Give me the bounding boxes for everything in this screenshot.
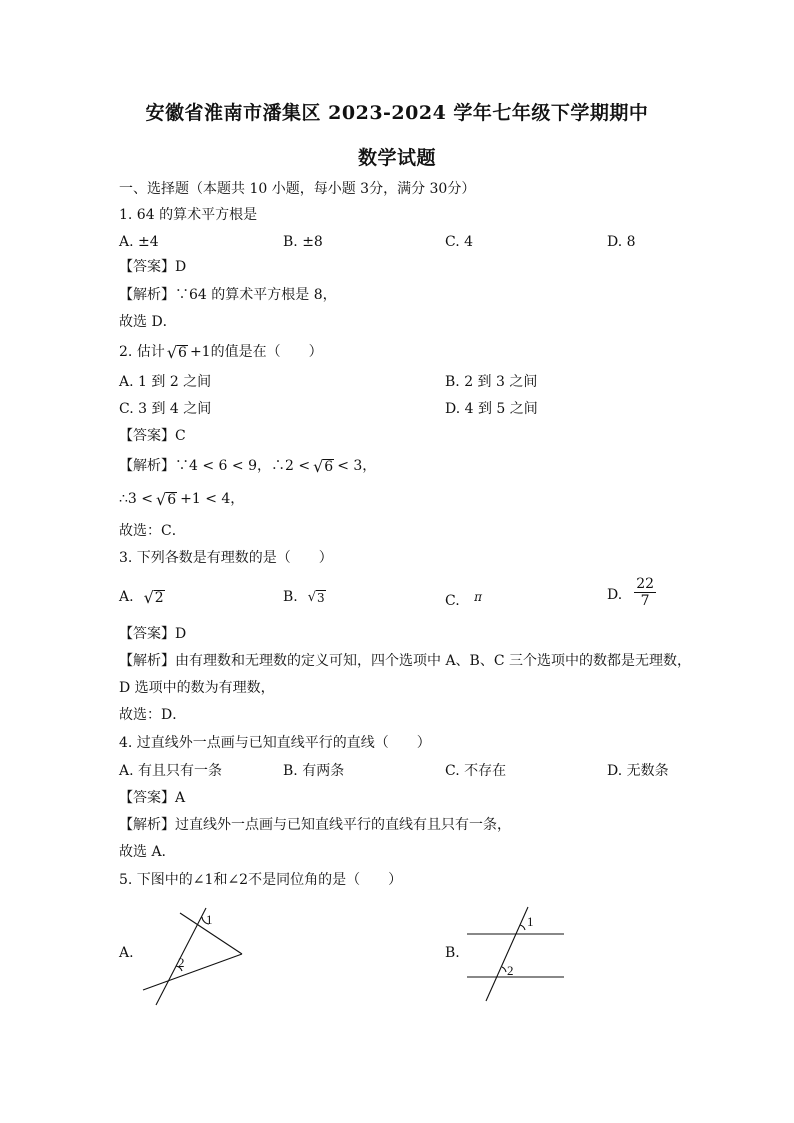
sqrt-symbol: √ 3 xyxy=(307,590,325,605)
q3-analysis-line: D 选项中的数为有理数， xyxy=(119,680,275,696)
angle-label-1: 1 xyxy=(206,912,213,927)
q2-option-a: A. 1 到 2 之间 xyxy=(119,374,212,390)
section-header: 一、选择题（本题共 10 小题，每小题 3分，满分 30分） xyxy=(119,181,476,197)
pi-symbol: π xyxy=(474,590,483,604)
transversal-line xyxy=(486,907,528,1001)
triangle-side xyxy=(143,954,242,990)
q2-analysis-line: 故选：C． xyxy=(119,523,186,539)
q1-analysis-line: 故选 D． xyxy=(119,314,177,330)
q2-option-d: D. 4 到 5 之间 xyxy=(445,401,538,417)
q4-analysis-line: 【解析】过直线外一点画与已知直线平行的直线有且只有一条， xyxy=(119,817,511,833)
sqrt-symbol: √ 6 xyxy=(156,490,177,509)
q3-option-c: C. π xyxy=(445,590,483,609)
q1-option-a: A. ±4 xyxy=(119,234,159,250)
q2-analysis-line: 【解析】∵4 < 6 < 9，∴2 < √ 6 < 3， xyxy=(119,457,377,476)
q2-stem-prefix: 2. 估计 xyxy=(119,344,165,360)
q2-stem xyxy=(119,343,323,361)
q2-option-c: C. 3 到 4 之间 xyxy=(119,401,212,417)
q3-option-d: D. $\frac{22}{7}$ xyxy=(607,576,655,609)
q3-option-b: B. √ 3 xyxy=(283,589,325,605)
q3-analysis-line: 【解析】由有理数和无理数的定义可知，四个选项中 A、B、C 三个选项中的数都是无理数， xyxy=(119,653,692,669)
q3-answer: 【答案】D xyxy=(119,626,187,642)
q4-option-b: B. 有两条 xyxy=(283,763,345,779)
q4-option-c: C. 不存在 xyxy=(445,763,507,779)
page-subtitle: 数学试题 xyxy=(357,147,436,169)
q4-answer: 【答案】A xyxy=(119,790,186,806)
q5-stem: 5. 下图中的∠1和∠2不是同位角的是（ ） xyxy=(119,872,403,888)
q3-analysis-line: 故选：D． xyxy=(119,707,187,723)
figure-a-label: A. xyxy=(119,945,134,961)
angle-label-2: 2 xyxy=(178,955,185,970)
page-title: 安徽省淮南市潘集区 2023-2024 学年七年级下学期期中 xyxy=(145,102,649,124)
q1-option-c: C. 4 xyxy=(445,234,474,250)
sqrt-symbol: √ 2 xyxy=(143,588,164,607)
sqrt-symbol: √ 6 xyxy=(313,457,334,476)
q2-stem-suffix: +1的值是在（ ） xyxy=(189,344,323,360)
fraction: $\frac{22}{7}$ xyxy=(636,576,655,609)
q2-answer: 【答案】C xyxy=(119,428,186,444)
q3-stem: 3. 下列各数是有理数的是（ ） xyxy=(119,550,333,566)
q4-option-d: D. 无数条 xyxy=(607,763,669,779)
q2-option-b: B. 2 到 3 之间 xyxy=(445,374,538,390)
q2-analysis-line: ∴3 < √ 6 +1 < 4， xyxy=(119,490,245,509)
angle-label-1: 1 xyxy=(527,914,534,929)
angle-arc xyxy=(520,925,525,930)
angle-arc xyxy=(502,967,506,972)
q3-option-a: A. √ 2 xyxy=(119,588,164,607)
sqrt-symbol: √ 6 xyxy=(166,343,187,362)
figure-b-diagram xyxy=(462,905,572,1005)
q1-analysis-line: 【解析】∵64 的算术平方根是 8， xyxy=(119,287,337,303)
angle-label-2: 2 xyxy=(507,963,514,978)
q4-stem: 4. 过直线外一点画与已知直线平行的直线（ ） xyxy=(119,735,431,751)
figure-a-diagram xyxy=(138,905,248,1010)
q1-answer: 【答案】D xyxy=(119,259,187,275)
q1-stem: 1. 64 的算术平方根是 xyxy=(119,207,258,223)
figure-b-label: B. xyxy=(445,945,460,961)
q4-option-a: A. 有且只有一条 xyxy=(119,763,223,779)
q4-analysis-line: 故选 A. xyxy=(119,844,167,860)
q1-option-d: D. 8 xyxy=(607,234,636,250)
q1-option-b: B. ±8 xyxy=(283,234,323,250)
